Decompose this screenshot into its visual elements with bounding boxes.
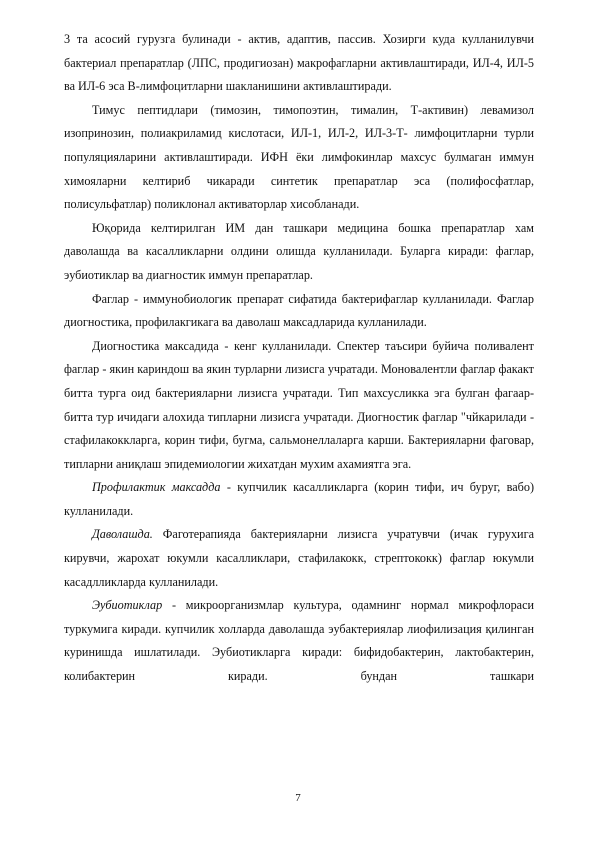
text-line: турли популяцияларини активлаштиради. ИФН ёки лимфокинлар махсус bbox=[64, 126, 535, 164]
text-line: изопринозин, полиакриламид кислотаси, ИЛ-1, ИЛ-2, ИЛ-3-Т- лимфоцитларни bbox=[64, 126, 498, 141]
text-line: (полифосфатлар, полисульфатлар) поликлонал активаторлар хисобланади. bbox=[64, 173, 535, 212]
paragraph-2 bbox=[64, 99, 534, 217]
paragraph-5 bbox=[64, 335, 534, 477]
text-line: эпидемиологии жихатдан мухим ахамиятга эга. bbox=[164, 456, 412, 471]
text-line: кулланилувчи бактериал препаратлар (ЛПС, продигиозан) макрофагларни bbox=[64, 32, 535, 70]
text-line: Тип махсусликка эга булган фагаар-битта тур ичидаги алохида типларни лизисга bbox=[64, 385, 534, 424]
text-line: булмаган иммун химояларни келтириб чикаради синтетик препаратлар эса bbox=[64, 149, 534, 188]
text-line: Юқорида келтирилган ИМ дан ташкари медицина бошка препаратлар хам bbox=[92, 220, 534, 235]
text-line: - купчилик касалликларга (корин тифи, ич буруг, bbox=[220, 480, 501, 495]
text-line: Моновалентли фаглар факакт битта турга оид бактерияларни лизисга учратади. bbox=[64, 362, 535, 400]
text-line: активлаштиради, ИЛ-4, ИЛ-5 ва ИЛ-6 эса В-лимфоцитларни шакланишини bbox=[64, 55, 534, 94]
text-line: фаглар юкумли касадлликларда кулланилади. bbox=[64, 551, 535, 589]
italic-lead: Профилактик максадда bbox=[92, 480, 221, 495]
text-line: гурухига кирувчи, жарохат юкумли касалликлари, стафилакокк, стрептококк) bbox=[64, 527, 534, 566]
italic-lead: Эубиотиклар bbox=[92, 598, 163, 613]
page-number: 7 bbox=[295, 792, 301, 804]
text-line: учратади. Диогностик фаглар "чйкарилади - стафилакоккларга, корин тифи, bbox=[64, 409, 534, 448]
paragraph-6 bbox=[64, 476, 534, 523]
italic-lead: Даволашда. bbox=[92, 527, 153, 542]
text-line: даволашда ва касалликларни олдини олишда кулланилади. Буларга киради: bbox=[64, 244, 489, 259]
text-line: бугма, сальмонеллаларга карши. Бактерияларни фаговар, типларни аниқлаш bbox=[64, 433, 534, 471]
text-line: Тимус пептидлари (тимозин, тимопоэтин, тималин, Т-активин) левамизол bbox=[92, 102, 534, 117]
text-line: бифидобактерин, лактобактерин, колибактерин киради. бундан ташкари bbox=[64, 645, 535, 684]
document-page bbox=[64, 28, 534, 689]
text-line: поливалент фаглар - якин кариндош ва якин турларни лизисга учратади. bbox=[64, 338, 535, 377]
text-line: - микроорганизмлар культура, одамнинг нормал bbox=[162, 598, 449, 613]
text-line: Диогностика максадида - кенг кулланилади. Спектер таъсири буйича bbox=[92, 338, 469, 353]
paragraph-3 bbox=[64, 217, 534, 288]
text-line: лиофилизация қилинган куринишда ишлатилади. Эубиотикларга киради: bbox=[64, 621, 535, 660]
text-line: Фаглар - иммунобиологик препарат сифатида бактерифаглар кулланилади. bbox=[92, 291, 492, 306]
text-line: вабо) кулланилади. bbox=[64, 480, 535, 518]
text-line: микрофлораси туркумига киради. купчилик холларда даволашда эубактериялар bbox=[64, 598, 534, 636]
text-line: 3 та асосий гурузга булинади - актив, адаптив, пассив. Хозирги куда bbox=[64, 32, 456, 46]
paragraph-7 bbox=[64, 523, 534, 594]
text-line: фаглар, эубиотиклар ва диагностик иммун препаратлар. bbox=[64, 244, 534, 282]
text-line: Фаглар диогностика, профилакгикага ва даволаш максадларида кулланилади. bbox=[64, 291, 534, 330]
paragraph-4 bbox=[64, 288, 534, 335]
text-line: активлаштиради. bbox=[303, 79, 392, 94]
paragraph-8 bbox=[64, 594, 534, 688]
text-line: Фаготерапияда бактерияларни лизисга учратувчи (ичак bbox=[152, 527, 478, 542]
paragraph-1 bbox=[64, 28, 534, 99]
